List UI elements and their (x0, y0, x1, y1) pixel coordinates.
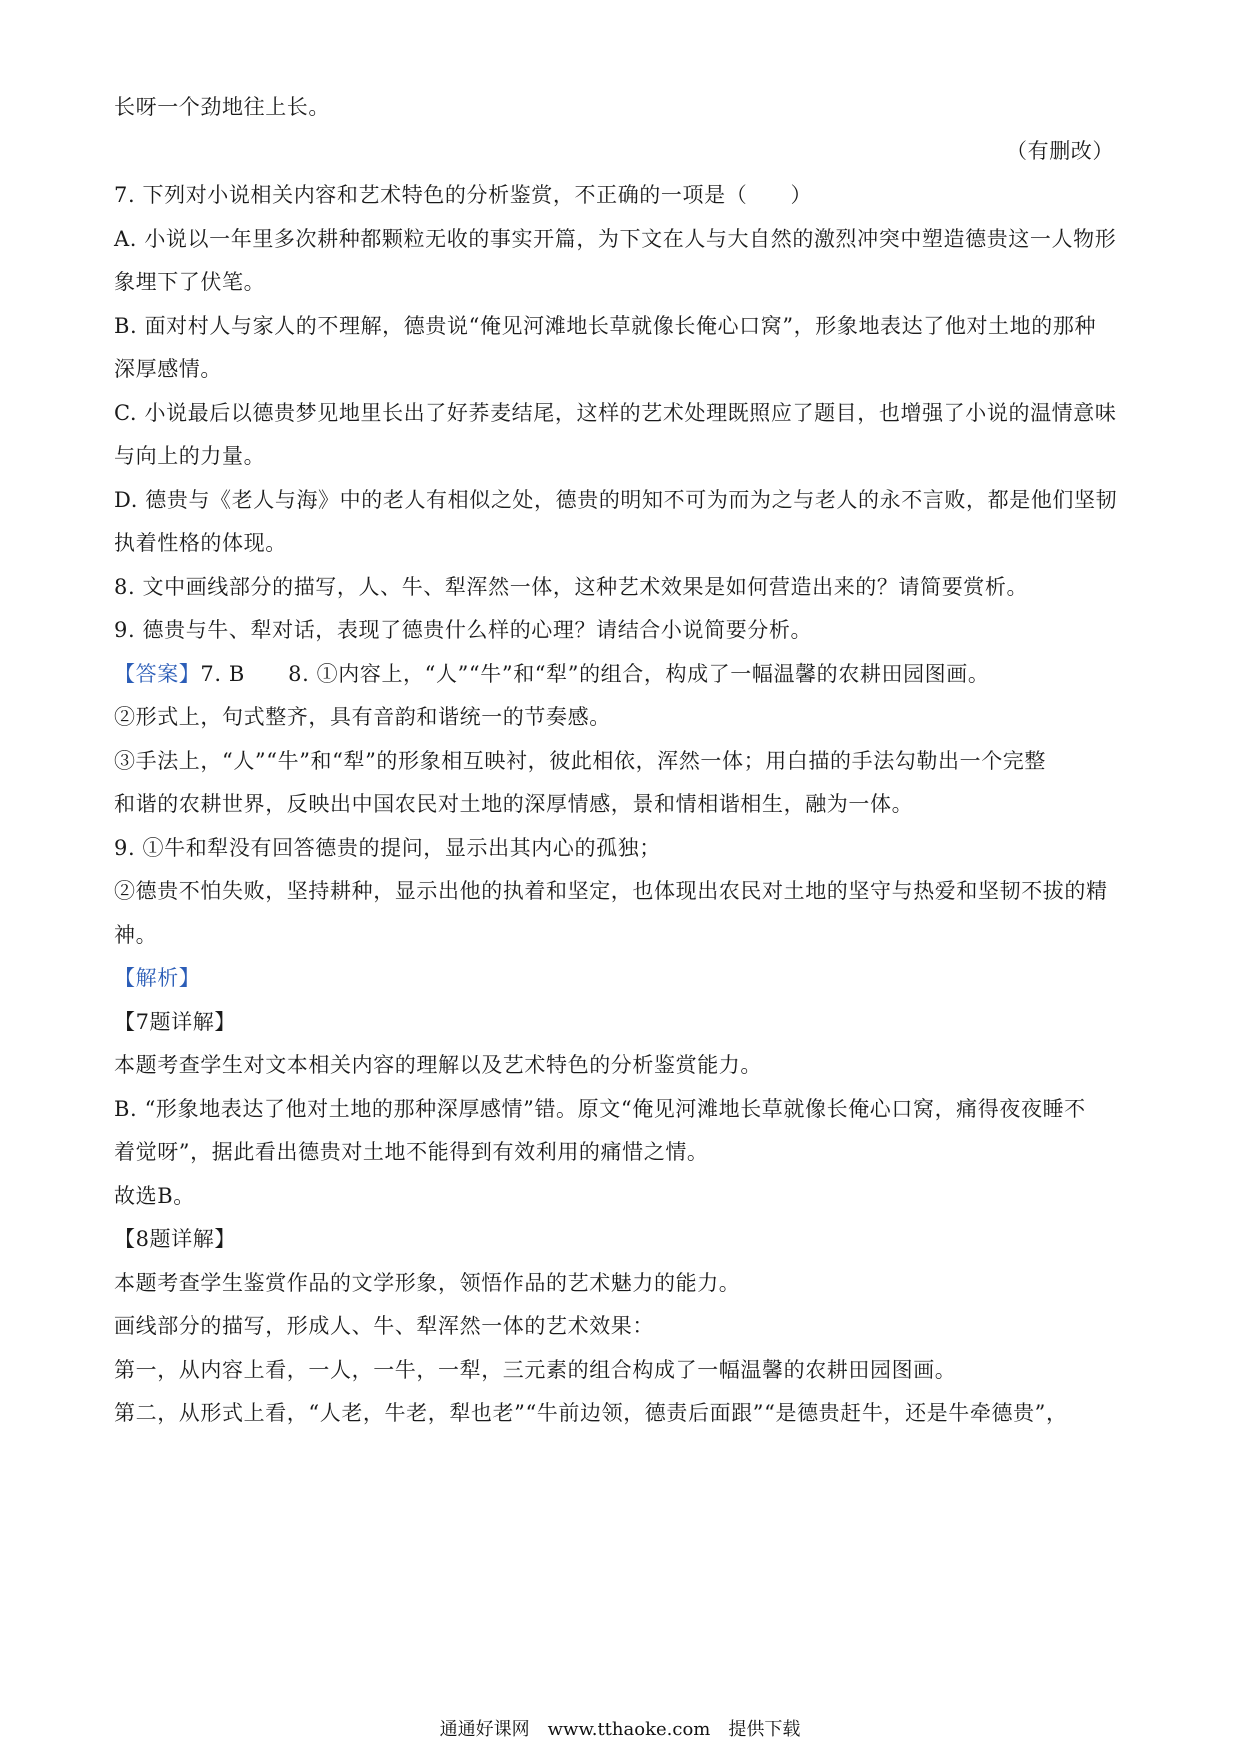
text-line: 画线部分的描写，形成人、牛、犁浑然一体的艺术效果： (114, 1314, 654, 1338)
option-d: D. 德贵与《老人与海》中的老人有相似之处，德贵的明知不可为而为之与老人的永不言败，都是他们坚韧 (114, 488, 1118, 512)
text-line: ③手法上，“人”“牛”和“犁”的形象相互映衬，彼此相依，浑然一体；用白描的手法勾勒出一个完整 (114, 749, 1047, 773)
question-7: 7. 下列对小说相关内容和艺术特色的分析鉴赏，不正确的一项是（ ） (114, 183, 813, 207)
text-line: 象埋下了伏笔。 (114, 270, 266, 294)
answer-text: 7. B 8. ①内容上，“人”“牛”和“犁”的组合，构成了一幅温馨的农耕田园图画。 (200, 662, 990, 686)
text-line: 长呀一个劲地往上长。 (114, 95, 330, 119)
text-line: 第一，从内容上看，一人，一牛，一犁，三元素的组合构成了一幅温馨的农耕田园图画。 (114, 1358, 957, 1382)
option-a: A. 小说以一年里多次耕种都颗粒无收的事实开篇，为下文在人与大自然的激烈冲突中塑造德贵这一人物形 (114, 227, 1117, 251)
section-heading-8: 【8题详解】 (114, 1227, 236, 1251)
text-line: ②德贵不怕失败，坚持耕种，显示出他的执着和坚定，也体现出农民对土地的坚守与热爱和坚韧不拔的精 (114, 879, 1108, 903)
analysis-label: 【解析】 (114, 966, 201, 990)
text-line: 本题考查学生对文本相关内容的理解以及艺术特色的分析鉴赏能力。 (114, 1053, 762, 1077)
question-9: 9. 德贵与牛、犁对话，表现了德贵什么样的心理？请结合小说简要分析。 (114, 618, 813, 642)
text-line: B. “形象地表达了他对土地的那种深厚感情”错。原文“俺见河滩地长草就像长俺心口窝，痛得夜夜睡不 (114, 1097, 1086, 1121)
page-footer: 通通好课网 www.tthaoke.com 提供下载 (439, 1719, 801, 1740)
text-line: 故选B。 (114, 1184, 195, 1208)
text-line: 9. ①牛和犁没有回答德贵的提问，显示出其内心的孤独； (114, 836, 661, 860)
option-c: C. 小说最后以德贵梦见地里长出了好荞麦结尾，这样的艺术处理既照应了题目，也增强了小说的温情意味 (114, 401, 1117, 425)
question-8: 8. 文中画线部分的描写，人、牛、犁浑然一体，这种艺术效果是如何营造出来的？请简要赏析。 (114, 575, 1029, 599)
text-line: 本题考查学生鉴赏作品的文学形象，领悟作品的艺术魅力的能力。 (114, 1271, 741, 1295)
text-line: ②形式上，句式整齐，具有音韵和谐统一的节奏感。 (114, 705, 611, 729)
source-note: （有删改） (1006, 139, 1114, 163)
section-heading-7: 【7题详解】 (114, 1010, 236, 1034)
answer-label: 【答案】 (114, 662, 201, 686)
text-line: 和谐的农耕世界，反映出中国农民对土地的深厚情感，景和情相谐相生，融为一体。 (114, 792, 914, 816)
text-line: 神。 (114, 923, 158, 947)
option-b: B. 面对村人与家人的不理解，德贵说“俺见河滩地长草就像长俺心口窝”，形象地表达了他对土地的那种 (114, 314, 1097, 338)
text-line: 着觉呀”，据此看出德贵对土地不能得到有效利用的痛惜之情。 (114, 1140, 709, 1164)
text-line: 与向上的力量。 (114, 444, 266, 468)
answer-line (114, 659, 989, 689)
text-line: 第二，从形式上看，“人老，牛老，犁也老”“牛前边领，德责后面跟”“是德贵赶牛，还是牛牵德贵”， (114, 1401, 1068, 1425)
text-line: 深厚感情。 (114, 357, 222, 381)
text-line: 执着性格的体现。 (114, 531, 287, 555)
